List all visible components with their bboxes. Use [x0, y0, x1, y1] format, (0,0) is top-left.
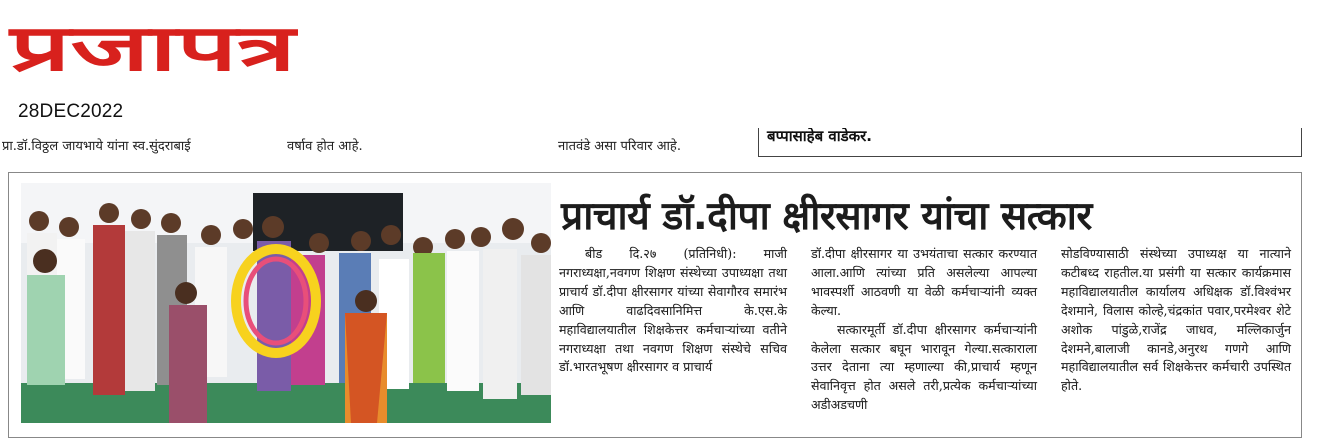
newspaper-masthead-logo — [8, 14, 298, 80]
previous-article-boxed-strip — [758, 128, 1302, 157]
column-3-paragraph: सोडविण्यासाठी संस्थेच्या उपाध्यक्ष या नात्याने कटीबध्द राहतील.या प्रसंगी या सत्कार कार्यक्रमास महाविद्यालयातील कार्यालय अधिक्षक डॉ.विश्वंभर देशमाने, विलास कोल्हे,चंद्रकांत पवार,परमेश्वर शेटे अशोक पांडुळे,राजेंद्र जाधव, मल्लिकार्जुन देशमने,बालाजी कानडे,अनुरथ गणगे आणि महाविद्यालयातील सर्व शिक्षकेत्तर कर्मचारी उपस्थित होते. — [1061, 246, 1291, 394]
previous-article-strip-middle — [558, 128, 748, 158]
group-photo — [21, 183, 551, 423]
article-column-3 — [1061, 245, 1291, 396]
strip-boxed-text: बप्पासाहेब वाडेकर. — [767, 128, 872, 145]
publication-date: 28DEC2022 — [18, 101, 124, 122]
masthead-name: प्रजापत्र — [8, 14, 298, 80]
news-article — [8, 172, 1302, 438]
previous-article-strip-left — [2, 128, 402, 158]
column-1-paragraph: बीड दि.२७ (प्रतिनिधी): माजी नगराध्यक्षा,नवगण शिक्षण संस्थेच्या उपाध्यक्षा तथा प्राचार्य डॉ.दीपा क्षीरसागर यांच्या सेवागौरव समारंभ आणि वाढदिवसानिमित्त के.एस.के महाविद्यालयातील शिक्षकेत्तर कर्मचाऱ्यांच्या वतीने नगराध्यक्षा तथा नवगण शिक्षण संस्थेचे सचिव डॉ.भारतभूषण क्षीरसागर व प्राचार्य — [559, 246, 787, 375]
article-headline: प्राचार्य डॉ.दीपा क्षीरसागर यांचा सत्कार — [561, 194, 1092, 239]
strip-text-middle: नातवंडे असा परिवार आहे. — [558, 139, 681, 154]
article-column-2 — [811, 245, 1037, 415]
group-photo-illustration — [21, 183, 551, 423]
column-2-paragraph-1: डॉ.दीपा क्षीरसागर या उभयंताचा सत्कार करण्यात आला.आणि त्यांच्या प्रति असलेल्या आपल्या भावस्पर्शी आठवणी या वेळी कर्मचाऱ्यांनी व्यक्त केल्या. — [811, 246, 1037, 318]
strip-text-left: प्रा.डॉ.विठ्ठल जायभाये यांना स्व.सुंदराबाई — [2, 139, 191, 154]
article-column-1 — [559, 245, 787, 377]
strip-text-left-2: वर्षाव होत आहे. — [287, 139, 363, 154]
column-2-paragraph-2: सत्कारमूर्ती डॉ.दीपा क्षीरसागर कर्मचाऱ्यांनी केलेला सत्कार बघून भारावून गेल्या.सत्काराला उत्तर देताना त्या म्हणाल्या की,प्राचार्य म्हणून सेवानिवृत्त होत असले तरी,प्रत्येक कर्मचाऱ्यांच्या अडीअडचणी — [811, 321, 1037, 413]
